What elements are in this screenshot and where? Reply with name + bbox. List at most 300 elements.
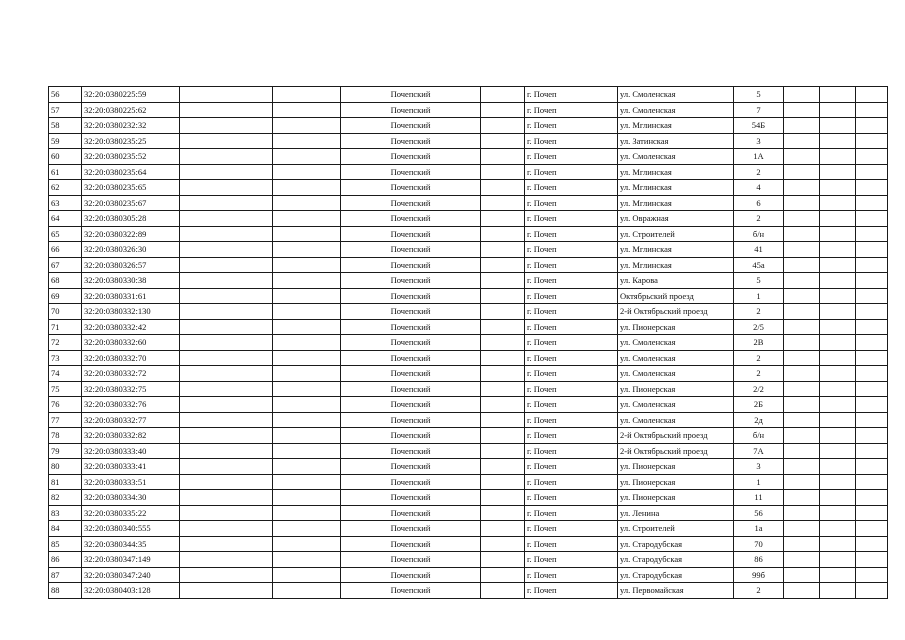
empty-cell xyxy=(820,366,856,382)
row-number: 66 xyxy=(49,242,82,258)
empty-cell xyxy=(784,288,820,304)
empty-cell xyxy=(820,211,856,227)
empty-cell xyxy=(273,412,341,428)
empty-cell xyxy=(856,133,888,149)
empty-cell xyxy=(820,381,856,397)
house-cell: 1 xyxy=(734,474,784,490)
empty-cell xyxy=(273,257,341,273)
empty-cell xyxy=(180,211,273,227)
empty-cell xyxy=(820,102,856,118)
empty-cell xyxy=(784,319,820,335)
empty-cell xyxy=(784,211,820,227)
empty-cell xyxy=(481,87,525,103)
row-number: 85 xyxy=(49,536,82,552)
empty-cell xyxy=(180,133,273,149)
empty-cell xyxy=(273,459,341,475)
empty-cell xyxy=(820,397,856,413)
row-number: 79 xyxy=(49,443,82,459)
district-cell: Почепский xyxy=(341,149,481,165)
empty-cell xyxy=(856,505,888,521)
empty-cell xyxy=(273,350,341,366)
empty-cell xyxy=(180,459,273,475)
empty-cell xyxy=(273,273,341,289)
empty-cell xyxy=(481,397,525,413)
empty-cell xyxy=(784,567,820,583)
empty-cell xyxy=(180,242,273,258)
city-cell: г. Почеп xyxy=(525,567,618,583)
empty-cell xyxy=(784,149,820,165)
cadastral-number: 32:20:0380332:72 xyxy=(82,366,180,382)
row-number: 74 xyxy=(49,366,82,382)
empty-cell xyxy=(820,288,856,304)
house-cell: 86 xyxy=(734,552,784,568)
street-cell: ул. Строителей xyxy=(618,521,734,537)
empty-cell xyxy=(784,304,820,320)
empty-cell xyxy=(784,505,820,521)
empty-cell xyxy=(856,335,888,351)
street-cell: ул. Мглинская xyxy=(618,195,734,211)
empty-cell xyxy=(273,335,341,351)
cadastral-number: 32:20:0380332:76 xyxy=(82,397,180,413)
empty-cell xyxy=(180,195,273,211)
empty-cell xyxy=(784,350,820,366)
empty-cell xyxy=(784,366,820,382)
street-cell: ул. Смоленская xyxy=(618,350,734,366)
cadastral-number: 32:20:0380332:77 xyxy=(82,412,180,428)
empty-cell xyxy=(820,87,856,103)
empty-cell xyxy=(820,180,856,196)
empty-cell xyxy=(481,211,525,227)
empty-cell xyxy=(273,521,341,537)
house-cell: 2Б xyxy=(734,397,784,413)
empty-cell xyxy=(856,180,888,196)
table-row xyxy=(49,164,888,180)
empty-cell xyxy=(856,567,888,583)
row-number: 71 xyxy=(49,319,82,335)
registry-table xyxy=(48,86,888,599)
empty-cell xyxy=(784,397,820,413)
empty-cell xyxy=(273,490,341,506)
house-cell: 56 xyxy=(734,505,784,521)
table-row xyxy=(49,257,888,273)
house-cell: 11 xyxy=(734,490,784,506)
city-cell: г. Почеп xyxy=(525,412,618,428)
cadastral-number: 32:20:0380335:22 xyxy=(82,505,180,521)
empty-cell xyxy=(481,226,525,242)
empty-cell xyxy=(856,350,888,366)
empty-cell xyxy=(180,319,273,335)
empty-cell xyxy=(856,412,888,428)
empty-cell xyxy=(784,335,820,351)
empty-cell xyxy=(273,288,341,304)
district-cell: Почепский xyxy=(341,195,481,211)
empty-cell xyxy=(481,381,525,397)
cadastral-number: 32:20:0380332:130 xyxy=(82,304,180,320)
cadastral-number: 32:20:0380225:62 xyxy=(82,102,180,118)
empty-cell xyxy=(784,87,820,103)
empty-cell xyxy=(820,443,856,459)
cadastral-number: 32:20:0380332:42 xyxy=(82,319,180,335)
table-row xyxy=(49,226,888,242)
city-cell: г. Почеп xyxy=(525,397,618,413)
empty-cell xyxy=(481,350,525,366)
empty-cell xyxy=(784,583,820,599)
empty-cell xyxy=(481,459,525,475)
cadastral-number: 32:20:0380403:128 xyxy=(82,583,180,599)
table-row xyxy=(49,490,888,506)
street-cell: ул. Пионерская xyxy=(618,490,734,506)
empty-cell xyxy=(784,412,820,428)
empty-cell xyxy=(273,164,341,180)
empty-cell xyxy=(481,304,525,320)
empty-cell xyxy=(820,226,856,242)
empty-cell xyxy=(481,118,525,134)
empty-cell xyxy=(856,583,888,599)
empty-cell xyxy=(784,459,820,475)
street-cell: ул. Карова xyxy=(618,273,734,289)
empty-cell xyxy=(856,443,888,459)
empty-cell xyxy=(856,273,888,289)
empty-cell xyxy=(856,226,888,242)
empty-cell xyxy=(784,521,820,537)
house-cell: 2 xyxy=(734,350,784,366)
city-cell: г. Почеп xyxy=(525,583,618,599)
empty-cell xyxy=(820,428,856,444)
empty-cell xyxy=(856,257,888,273)
house-cell: 5 xyxy=(734,273,784,289)
empty-cell xyxy=(481,428,525,444)
cadastral-number: 32:20:0380333:51 xyxy=(82,474,180,490)
table-row xyxy=(49,412,888,428)
table-row xyxy=(49,583,888,599)
row-number: 70 xyxy=(49,304,82,320)
house-cell: 2 xyxy=(734,211,784,227)
empty-cell xyxy=(273,583,341,599)
house-cell: 2 xyxy=(734,304,784,320)
street-cell: ул. Смоленская xyxy=(618,412,734,428)
house-cell: 2/2 xyxy=(734,381,784,397)
empty-cell xyxy=(273,428,341,444)
empty-cell xyxy=(180,226,273,242)
empty-cell xyxy=(820,567,856,583)
city-cell: г. Почеп xyxy=(525,536,618,552)
empty-cell xyxy=(784,133,820,149)
empty-cell xyxy=(481,319,525,335)
empty-cell xyxy=(273,552,341,568)
city-cell: г. Почеп xyxy=(525,319,618,335)
city-cell: г. Почеп xyxy=(525,102,618,118)
empty-cell xyxy=(784,428,820,444)
house-cell: 2д xyxy=(734,412,784,428)
district-cell: Почепский xyxy=(341,443,481,459)
district-cell: Почепский xyxy=(341,102,481,118)
street-cell: Октябрьский проезд xyxy=(618,288,734,304)
house-cell: б/н xyxy=(734,226,784,242)
empty-cell xyxy=(784,257,820,273)
empty-cell xyxy=(481,195,525,211)
street-cell: ул. Мглинская xyxy=(618,257,734,273)
empty-cell xyxy=(784,195,820,211)
city-cell: г. Почеп xyxy=(525,211,618,227)
cadastral-number: 32:20:0380331:61 xyxy=(82,288,180,304)
row-number: 82 xyxy=(49,490,82,506)
table-body xyxy=(49,87,888,599)
district-cell: Почепский xyxy=(341,335,481,351)
city-cell: г. Почеп xyxy=(525,381,618,397)
empty-cell xyxy=(856,87,888,103)
house-cell: 4 xyxy=(734,180,784,196)
row-number: 86 xyxy=(49,552,82,568)
empty-cell xyxy=(180,443,273,459)
empty-cell xyxy=(481,149,525,165)
house-cell: 54Б xyxy=(734,118,784,134)
district-cell: Почепский xyxy=(341,226,481,242)
city-cell: г. Почеп xyxy=(525,133,618,149)
table-row xyxy=(49,273,888,289)
empty-cell xyxy=(273,304,341,320)
empty-cell xyxy=(180,335,273,351)
street-cell: ул. Смоленская xyxy=(618,366,734,382)
street-cell: 2-й Октябрьский проезд xyxy=(618,428,734,444)
district-cell: Почепский xyxy=(341,521,481,537)
street-cell: ул. Стародубская xyxy=(618,536,734,552)
empty-cell xyxy=(273,133,341,149)
empty-cell xyxy=(784,164,820,180)
row-number: 62 xyxy=(49,180,82,196)
empty-cell xyxy=(273,366,341,382)
district-cell: Почепский xyxy=(341,211,481,227)
district-cell: Почепский xyxy=(341,428,481,444)
empty-cell xyxy=(784,552,820,568)
district-cell: Почепский xyxy=(341,180,481,196)
empty-cell xyxy=(856,319,888,335)
row-number: 80 xyxy=(49,459,82,475)
empty-cell xyxy=(180,428,273,444)
empty-cell xyxy=(784,443,820,459)
empty-cell xyxy=(820,474,856,490)
row-number: 67 xyxy=(49,257,82,273)
district-cell: Почепский xyxy=(341,288,481,304)
district-cell: Почепский xyxy=(341,474,481,490)
table-row xyxy=(49,149,888,165)
cadastral-number: 32:20:0380333:41 xyxy=(82,459,180,475)
empty-cell xyxy=(784,226,820,242)
empty-cell xyxy=(481,552,525,568)
empty-cell xyxy=(481,505,525,521)
row-number: 84 xyxy=(49,521,82,537)
empty-cell xyxy=(784,242,820,258)
empty-cell xyxy=(180,87,273,103)
district-cell: Почепский xyxy=(341,118,481,134)
empty-cell xyxy=(784,381,820,397)
empty-cell xyxy=(481,335,525,351)
empty-cell xyxy=(180,304,273,320)
empty-cell xyxy=(820,552,856,568)
row-number: 59 xyxy=(49,133,82,149)
table-row xyxy=(49,102,888,118)
table-row xyxy=(49,350,888,366)
empty-cell xyxy=(180,350,273,366)
house-cell: б/н xyxy=(734,428,784,444)
row-number: 72 xyxy=(49,335,82,351)
empty-cell xyxy=(180,118,273,134)
empty-cell xyxy=(481,412,525,428)
row-number: 77 xyxy=(49,412,82,428)
district-cell: Почепский xyxy=(341,87,481,103)
house-cell: 41 xyxy=(734,242,784,258)
empty-cell xyxy=(180,412,273,428)
house-cell: 1А xyxy=(734,149,784,165)
table-row xyxy=(49,288,888,304)
city-cell: г. Почеп xyxy=(525,350,618,366)
empty-cell xyxy=(784,536,820,552)
cadastral-number: 32:20:0380340:555 xyxy=(82,521,180,537)
empty-cell xyxy=(273,505,341,521)
empty-cell xyxy=(180,273,273,289)
cadastral-number: 32:20:0380235:52 xyxy=(82,149,180,165)
district-cell: Почепский xyxy=(341,273,481,289)
street-cell: ул. Пионерская xyxy=(618,474,734,490)
empty-cell xyxy=(481,180,525,196)
empty-cell xyxy=(180,474,273,490)
street-cell: ул. Ленина xyxy=(618,505,734,521)
district-cell: Почепский xyxy=(341,505,481,521)
city-cell: г. Почеп xyxy=(525,226,618,242)
street-cell: ул. Пионерская xyxy=(618,381,734,397)
district-cell: Почепский xyxy=(341,319,481,335)
empty-cell xyxy=(856,381,888,397)
empty-cell xyxy=(784,474,820,490)
empty-cell xyxy=(856,490,888,506)
house-cell: 3 xyxy=(734,133,784,149)
district-cell: Почепский xyxy=(341,459,481,475)
street-cell: 2-й Октябрьский проезд xyxy=(618,304,734,320)
empty-cell xyxy=(820,490,856,506)
empty-cell xyxy=(180,164,273,180)
city-cell: г. Почеп xyxy=(525,288,618,304)
cadastral-number: 32:20:0380225:59 xyxy=(82,87,180,103)
district-cell: Почепский xyxy=(341,242,481,258)
city-cell: г. Почеп xyxy=(525,273,618,289)
table-row xyxy=(49,211,888,227)
city-cell: г. Почеп xyxy=(525,87,618,103)
street-cell: ул. Строителей xyxy=(618,226,734,242)
empty-cell xyxy=(481,102,525,118)
table-row xyxy=(49,567,888,583)
city-cell: г. Почеп xyxy=(525,521,618,537)
district-cell: Почепский xyxy=(341,257,481,273)
district-cell: Почепский xyxy=(341,350,481,366)
empty-cell xyxy=(180,583,273,599)
house-cell: 1а xyxy=(734,521,784,537)
district-cell: Почепский xyxy=(341,552,481,568)
empty-cell xyxy=(180,180,273,196)
empty-cell xyxy=(481,474,525,490)
street-cell: ул. Смоленская xyxy=(618,335,734,351)
district-cell: Почепский xyxy=(341,412,481,428)
cadastral-number: 32:20:0380332:60 xyxy=(82,335,180,351)
table-row xyxy=(49,133,888,149)
empty-cell xyxy=(273,567,341,583)
house-cell: 70 xyxy=(734,536,784,552)
city-cell: г. Почеп xyxy=(525,335,618,351)
table-row xyxy=(49,521,888,537)
district-cell: Почепский xyxy=(341,366,481,382)
empty-cell xyxy=(273,87,341,103)
house-cell: 45а xyxy=(734,257,784,273)
table-row xyxy=(49,180,888,196)
empty-cell xyxy=(180,288,273,304)
row-number: 58 xyxy=(49,118,82,134)
house-cell: 3 xyxy=(734,459,784,475)
empty-cell xyxy=(820,273,856,289)
cadastral-number: 32:20:0380235:25 xyxy=(82,133,180,149)
empty-cell xyxy=(820,350,856,366)
cadastral-number: 32:20:0380330:38 xyxy=(82,273,180,289)
empty-cell xyxy=(820,149,856,165)
empty-cell xyxy=(784,490,820,506)
cadastral-number: 32:20:0380235:65 xyxy=(82,180,180,196)
empty-cell xyxy=(273,397,341,413)
empty-cell xyxy=(481,536,525,552)
table-row xyxy=(49,443,888,459)
empty-cell xyxy=(820,242,856,258)
row-number: 69 xyxy=(49,288,82,304)
street-cell: 2-й Октябрьский проезд xyxy=(618,443,734,459)
district-cell: Почепский xyxy=(341,536,481,552)
table-row xyxy=(49,459,888,475)
empty-cell xyxy=(820,319,856,335)
table-row xyxy=(49,397,888,413)
street-cell: ул. Смоленская xyxy=(618,102,734,118)
empty-cell xyxy=(273,242,341,258)
empty-cell xyxy=(180,102,273,118)
empty-cell xyxy=(481,164,525,180)
row-number: 65 xyxy=(49,226,82,242)
empty-cell xyxy=(856,428,888,444)
district-cell: Почепский xyxy=(341,133,481,149)
street-cell: ул. Стародубская xyxy=(618,567,734,583)
table-row xyxy=(49,552,888,568)
street-cell: ул. Пионерская xyxy=(618,459,734,475)
empty-cell xyxy=(856,521,888,537)
empty-cell xyxy=(481,288,525,304)
empty-cell xyxy=(856,102,888,118)
empty-cell xyxy=(180,505,273,521)
cadastral-number: 32:20:0380333:40 xyxy=(82,443,180,459)
empty-cell xyxy=(180,490,273,506)
empty-cell xyxy=(820,133,856,149)
row-number: 61 xyxy=(49,164,82,180)
row-number: 56 xyxy=(49,87,82,103)
street-cell: ул. Смоленская xyxy=(618,87,734,103)
empty-cell xyxy=(820,583,856,599)
empty-cell xyxy=(820,335,856,351)
house-cell: 6 xyxy=(734,195,784,211)
empty-cell xyxy=(180,257,273,273)
empty-cell xyxy=(273,474,341,490)
street-cell: ул. Первомайская xyxy=(618,583,734,599)
empty-cell xyxy=(856,397,888,413)
table-row xyxy=(49,87,888,103)
city-cell: г. Почеп xyxy=(525,257,618,273)
cadastral-number: 32:20:0380332:75 xyxy=(82,381,180,397)
district-cell: Почепский xyxy=(341,583,481,599)
empty-cell xyxy=(820,195,856,211)
empty-cell xyxy=(820,412,856,428)
empty-cell xyxy=(856,304,888,320)
empty-cell xyxy=(180,536,273,552)
